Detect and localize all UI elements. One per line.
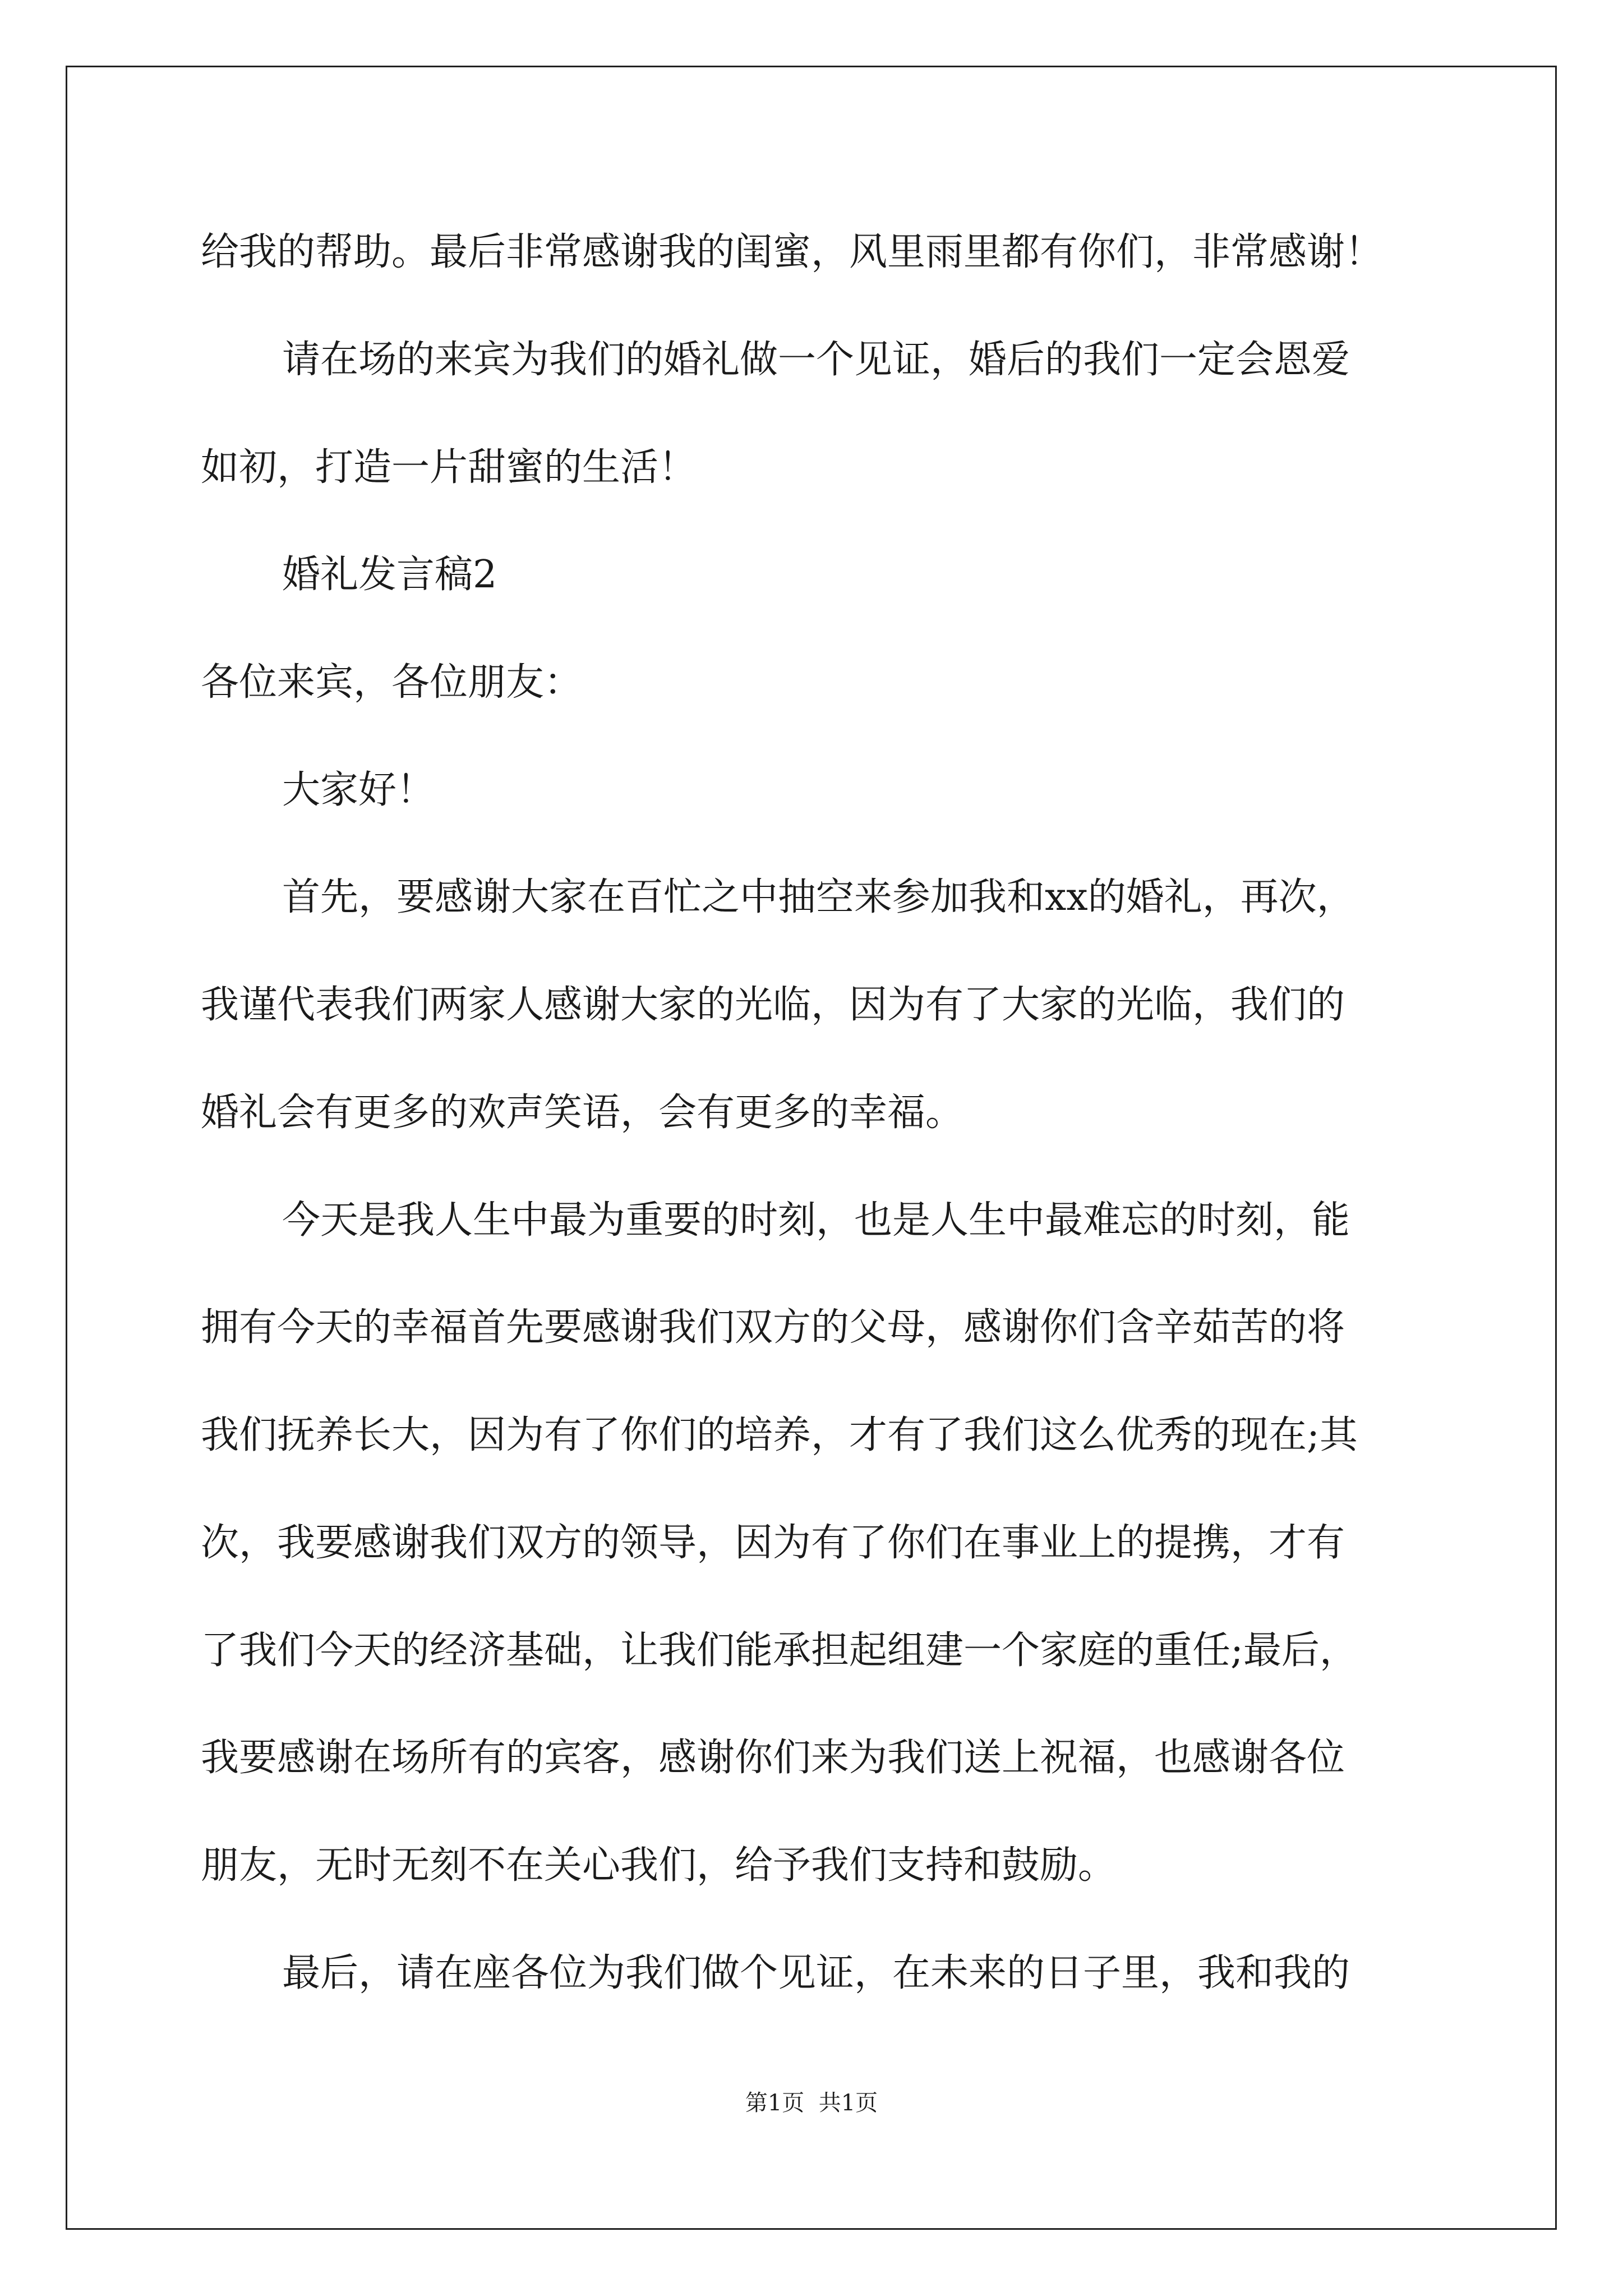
paragraph-line: 给我的帮助。最后非常感谢我的闺蜜，风里雨里都有你们，非常感谢！ <box>201 230 1384 274</box>
paragraph-line: 朋友，无时无刻不在关心我们，给予我们支持和鼓励。 <box>201 1843 1117 1888</box>
greeting: 大家好！ <box>282 768 435 812</box>
paragraph-line: 了我们今天的经济基础，让我们能承担起组建一个家庭的重任;最后， <box>201 1628 1358 1673</box>
paragraph-line: 我要感谢在场所有的宾客，感谢你们来为我们送上祝福，也感谢各位 <box>201 1736 1345 1780</box>
paragraph-line: 最后，请在座各位为我们做个见证，在未来的日子里，我和我的 <box>282 1951 1350 1995</box>
paragraph-line: 次，我要感谢我们双方的领导，因为有了你们在事业上的提携，才有 <box>201 1521 1345 1565</box>
section-heading: 婚礼发言稿2 <box>282 553 497 597</box>
page-border <box>66 66 1557 2230</box>
salutation: 各位来宾，各位朋友： <box>201 660 583 705</box>
paragraph-line: 我们抚养长大，因为有了你们的培养，才有了我们这么优秀的现在;其 <box>201 1413 1358 1457</box>
page-number: 第1页 共1页 <box>745 2090 878 2116</box>
paragraph-line: 今天是我人生中最为重要的时刻，也是人生中最难忘的时刻，能 <box>282 1198 1350 1243</box>
paragraph-line: 首先，要感谢大家在百忙之中抽空来参加我和xx的婚礼，再次， <box>282 875 1355 919</box>
paragraph-line: 我谨代表我们两家人感谢大家的光临，因为有了大家的光临，我们的 <box>201 983 1345 1027</box>
paragraph-line: 拥有今天的幸福首先要感谢我们双方的父母，感谢你们含辛茹苦的将 <box>201 1305 1345 1350</box>
paragraph-line: 婚礼会有更多的欢声笑语，会有更多的幸福。 <box>201 1091 964 1135</box>
paragraph-line: 如初，打造一片甜蜜的生活！ <box>201 445 697 490</box>
paragraph-line: 请在场的来宾为我们的婚礼做一个见证，婚后的我们一定会恩爱 <box>282 338 1350 382</box>
